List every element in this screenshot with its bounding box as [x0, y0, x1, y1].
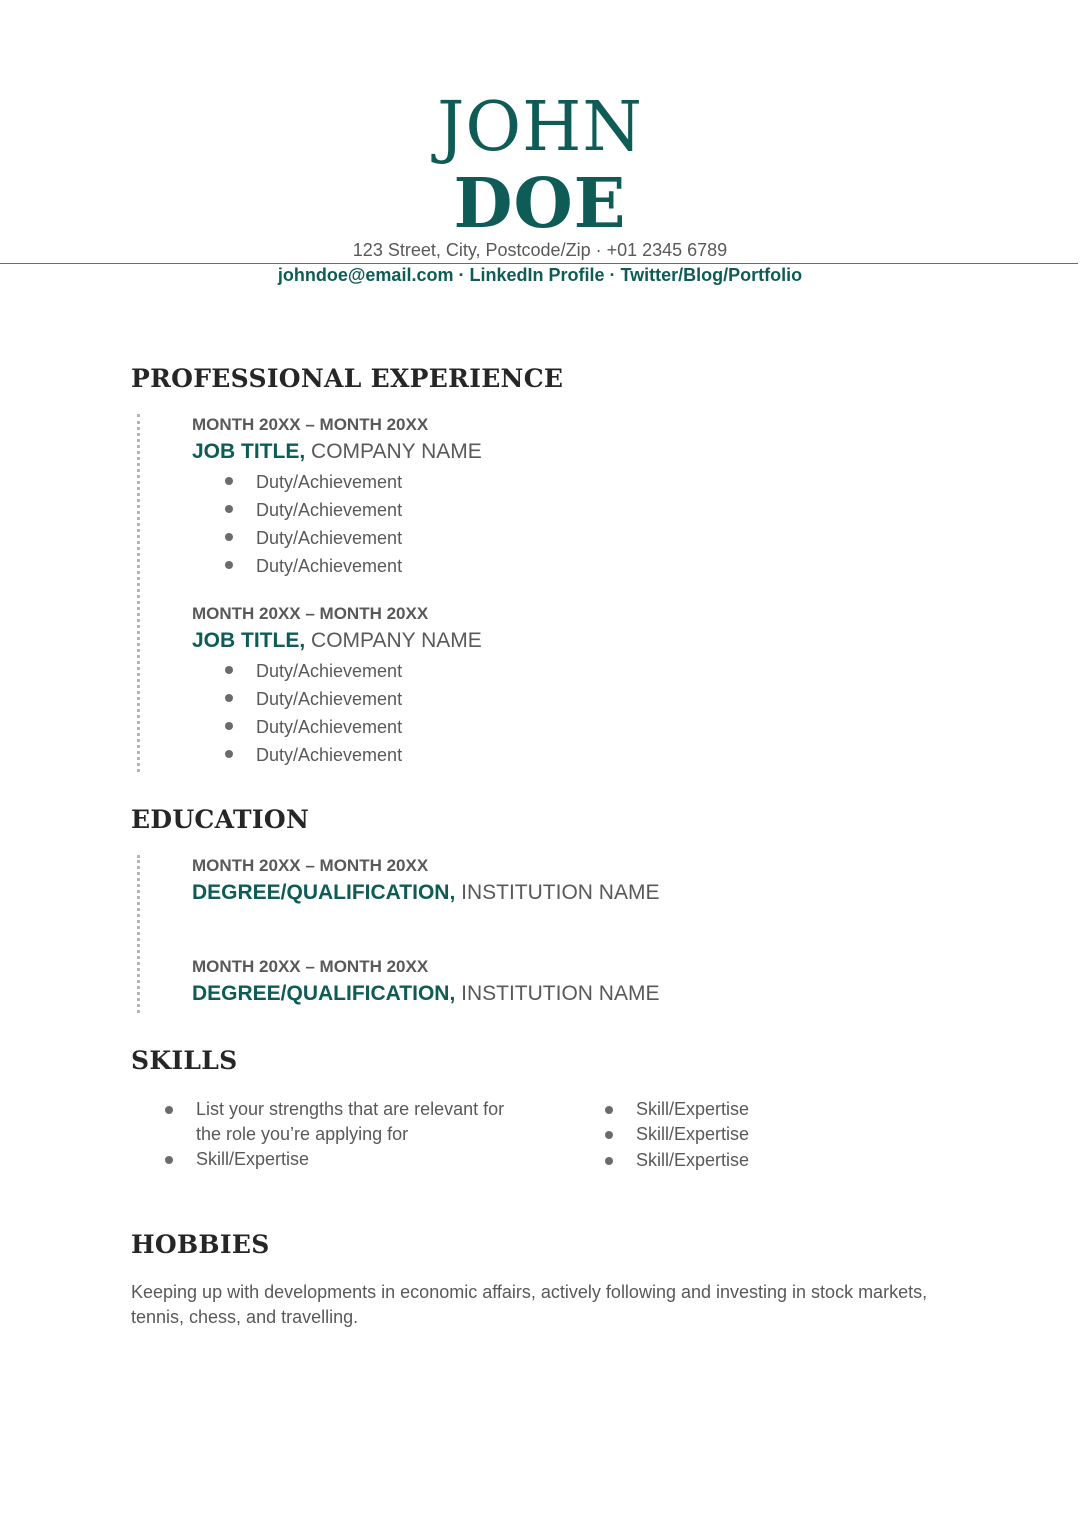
list-item — [605, 1097, 905, 1122]
bullet-icon — [225, 666, 233, 674]
bullet-icon — [225, 561, 233, 569]
company-name: COMPANY NAME — [305, 440, 482, 463]
list-item — [165, 1147, 525, 1172]
bullet-icon — [605, 1157, 613, 1165]
company-name: COMPANY NAME — [305, 629, 482, 652]
list-item — [223, 472, 402, 493]
experience-1-title — [192, 440, 482, 464]
duty-text: Duty/Achievement — [256, 717, 403, 737]
contact-links[interactable]: johndoe@email.com · LinkedIn Profile · Twitter/Blog/Portfolio — [277, 265, 803, 285]
experience-heading: PROFESSIONAL EXPERIENCE — [131, 364, 564, 393]
hobbies-text: Keeping up with developments in economic affairs, actively following and investing in stock markets, tennis, chess, and travelling. — [131, 1282, 928, 1327]
duty-text: Duty/Achievement — [256, 661, 403, 681]
bullet-icon — [225, 533, 233, 541]
address-line: 123 Street, City, Postcode/Zip · +01 2345 6789 — [352, 240, 728, 260]
skill-text: Skill/Expertise — [636, 1150, 750, 1170]
bullet-icon — [225, 505, 233, 513]
bullet-icon — [225, 694, 233, 702]
duty-text: Duty/Achievement — [256, 472, 403, 492]
degree: DEGREE/QUALIFICATION, — [192, 982, 456, 1005]
list-item — [605, 1148, 905, 1173]
duty-text: Duty/Achievement — [256, 689, 403, 709]
education-1-date: MONTH 20XX – MONTH 20XX — [192, 856, 429, 875]
bullet-icon — [225, 722, 233, 730]
bullet-icon — [605, 1106, 613, 1114]
list-item — [223, 528, 402, 549]
skill-text: Skill/Expertise — [196, 1149, 310, 1169]
degree: DEGREE/QUALIFICATION, — [192, 881, 456, 904]
duty-text: Duty/Achievement — [256, 745, 403, 765]
duty-text: Duty/Achievement — [256, 500, 403, 520]
list-item — [223, 500, 402, 521]
list-item — [165, 1097, 525, 1147]
institution-name: INSTITUTION NAME — [455, 982, 660, 1005]
list-item — [223, 689, 402, 710]
skill-text: Skill/Expertise — [636, 1099, 750, 1119]
education-timeline — [137, 855, 140, 1013]
skill-text: Skill/Expertise — [636, 1124, 750, 1144]
bullet-icon — [225, 750, 233, 758]
list-item — [223, 556, 402, 577]
job-title: JOB TITLE, — [192, 629, 306, 652]
name-last: DOE — [453, 164, 627, 244]
bullet-icon — [225, 477, 233, 485]
skill-text: List your strengths that are relevant for the role you’re applying for — [196, 1099, 505, 1144]
education-2-title — [192, 982, 659, 1006]
job-title: JOB TITLE, — [192, 440, 306, 463]
experience-2-date: MONTH 20XX – MONTH 20XX — [192, 604, 429, 623]
experience-timeline — [137, 414, 140, 772]
skills-heading: SKILLS — [131, 1046, 238, 1075]
education-1-title — [192, 881, 659, 905]
list-item — [223, 661, 402, 682]
experience-1-date: MONTH 20XX – MONTH 20XX — [192, 415, 429, 434]
list-item — [223, 717, 402, 738]
name-first: JOHN — [437, 88, 643, 167]
bullet-icon — [165, 1106, 173, 1114]
experience-2-title — [192, 629, 482, 653]
bullet-icon — [605, 1131, 613, 1139]
hobbies-heading: HOBBIES — [131, 1230, 270, 1259]
header-divider — [0, 263, 1078, 264]
education-2-date: MONTH 20XX – MONTH 20XX — [192, 957, 429, 976]
duty-text: Duty/Achievement — [256, 528, 403, 548]
list-item — [223, 745, 402, 766]
bullet-icon — [165, 1156, 173, 1164]
education-heading: EDUCATION — [131, 805, 310, 834]
institution-name: INSTITUTION NAME — [455, 881, 660, 904]
duty-text: Duty/Achievement — [256, 556, 403, 576]
list-item — [605, 1122, 905, 1147]
